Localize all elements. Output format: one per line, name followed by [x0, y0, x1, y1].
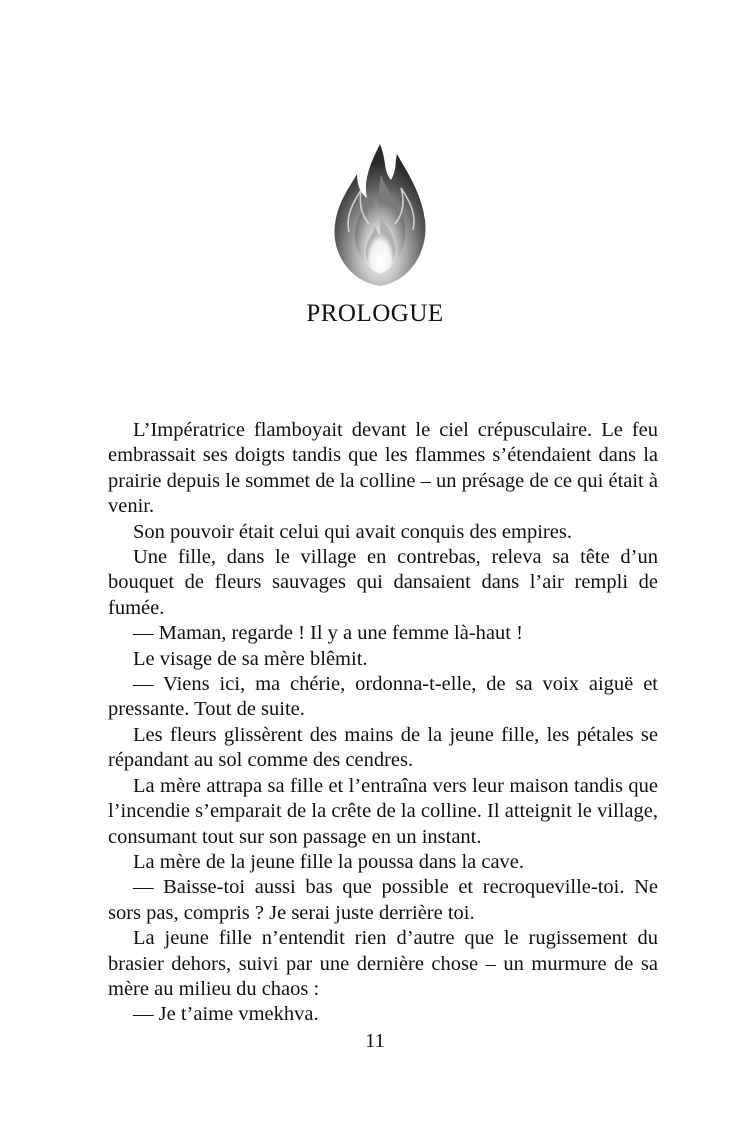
flame-icon	[325, 140, 435, 290]
paragraph: La mère attrapa sa fille et l’entraîna vers leur maison tandis que l’incendie s’emparait de la crête de la colline. Il atteignit le village, consumant tout sur son passage en un instant.	[108, 774, 658, 848]
dialogue-line: — Je t’aime vmekhva.	[133, 1003, 319, 1026]
chapter-body	[108, 418, 658, 1028]
paragraph: La mère de la jeune fille la poussa dans la cave.	[133, 850, 525, 873]
dialogue-line: — Baisse-toi aussi bas que possible et recroqueville-toi. Ne sors pas, compris ? Je serai juste derrière toi.	[108, 876, 658, 924]
page-number: 11	[365, 1030, 385, 1052]
paragraph: Son pouvoir était celui qui avait conquis des empires.	[133, 520, 572, 543]
paragraph: Le visage de sa mère blêmit.	[133, 647, 368, 670]
paragraph: Une fille, dans le village en contrebas, releva sa tête d’un bouquet de fleurs sauvages qui dansaient dans l’air rempli de fumée.	[108, 546, 658, 619]
paragraph: La jeune fille n’entendit rien d’autre que le rugissement du brasier dehors, suivi par une dernière chose – un murmure de sa mère au milieu du chaos :	[108, 927, 658, 1000]
paragraph: Les fleurs glissèrent des mains de la jeune fille, les pétales se répandant au sol comme des cendres.	[108, 723, 658, 772]
dialogue-line: — Maman, regarde ! Il y a une femme là-haut !	[133, 622, 523, 645]
chapter-title: PROLOGUE	[306, 300, 444, 327]
paragraph: L’Impératrice flamboyait devant le ciel crépusculaire. Le feu embrassait ses doigts tandis que les flammes s’étendaient dans la prairie depuis le sommet de la colline – un présage de ce qui était à venir.	[108, 419, 658, 518]
dialogue-line: — Viens ici, ma chérie, ordonna-t-elle, de sa voix aiguë et pressante. Tout de suite.	[108, 673, 658, 721]
